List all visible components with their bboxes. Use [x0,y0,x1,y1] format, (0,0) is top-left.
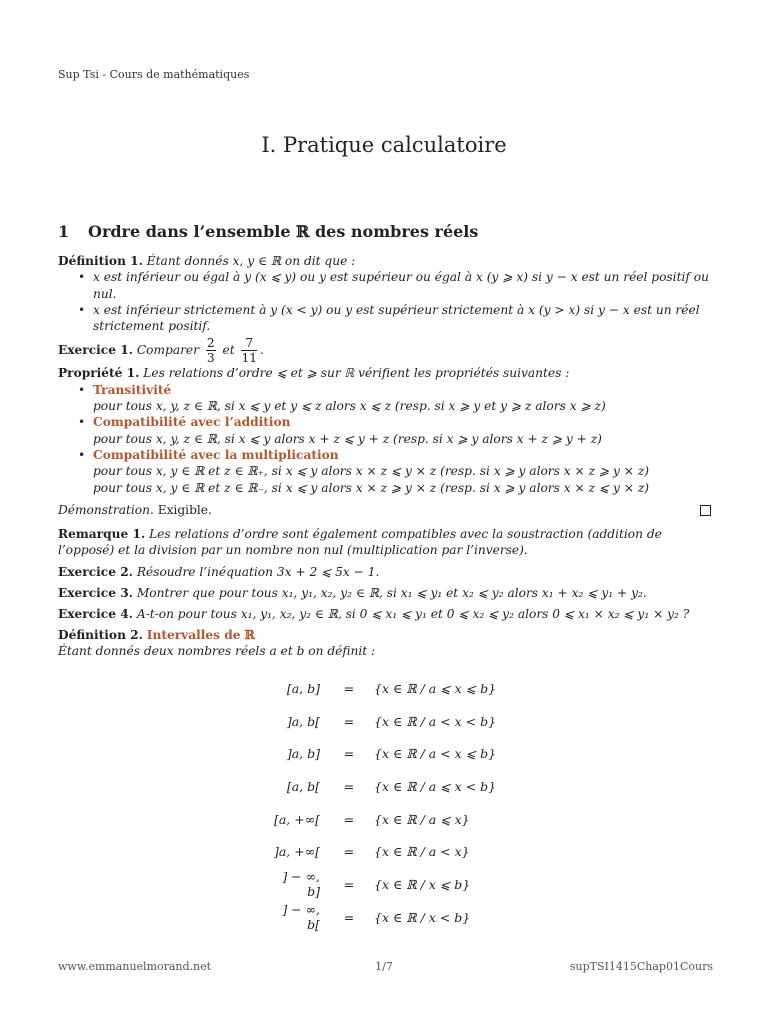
exercise-2: Exercice 2. Résoudre l’inéquation 3x + 2 ⩽ 5x − 1. [58,564,380,579]
page-title: I. Pratique calculatoire [261,133,507,157]
footer-page-number: 1/7 [375,960,393,973]
fraction-2-3: $\frac{2}{3}$ [206,336,215,366]
list-item: • Transitivité pour tous x, y, z ∈ ℝ, si x ⩽ y et y ⩽ z alors x ⩽ z (resp. si x ⩾ y et y ⩾ z alors x ⩾ z) [58,382,716,415]
section-heading [58,222,478,241]
list-item: • x est inférieur ou égal à y (x ⩽ y) ou y est supérieur ou égal à x (y ⩾ x) si y − x est un réel positif ou nul. [58,269,716,302]
table-row: [a, b[ = {x ∈ ℝ / a ⩽ x < b} [286,778,497,794]
exercise-1: Exercice 1. Comparer $\frac{2}{3}$ et $\frac{7}{11}$ . [58,336,264,366]
exercise-4: Exercice 4. A-t-on pour tous x₁, y₁, x₂, y₂ ∈ ℝ, si 0 ⩽ x₁ ⩽ y₁ et 0 ⩽ x₂ ⩽ y₂ alors 0 ⩽ x₁ × x₂ ⩽ y₁ × y₂ ? [58,607,690,622]
footer-document-id: supTSI1415Chap01Cours [569,960,713,973]
definition-2-intro: Étant donnés deux nombres réels a et b on définit : [58,643,376,658]
exercise-3: Exercice 3. Montrer que pour tous x₁, y₁, x₂, y₂ ∈ ℝ, si x₁ ⩽ y₁ et x₂ ⩽ y₂ alors x₁ + x₂ ⩽ y₁ + y₂. [58,586,647,601]
qed-square-icon [700,505,711,516]
list-item: • x est inférieur strictement à y (x < y) ou y est supérieur strictement à x (y > x) si y − x est un réel strictement positif. [58,302,716,335]
list-item: • Compatibilité avec la multiplication pour tous x, y ∈ ℝ et z ∈ ℝ₊, si x ⩽ y alors x × z ⩽ y × z (resp. si x ⩾ y alors x × z ⩾ y × z) pour tous x, y ∈ ℝ et z ∈ ℝ₋, si x ⩽ y alors x × z ⩾ y × z (resp. si x ⩾ y alors x × z ⩽ y × z) [58,447,716,496]
running-header: Sup Tsi - Cours de mathématiques [58,68,250,81]
intervals-table [270,672,496,934]
table-row: ]a, b[ = {x ∈ ℝ / a < x < b} [286,713,497,729]
definition-1: Définition 1. Étant donnés x, y ∈ ℝ on dit que : [58,254,356,268]
list-item: • Compatibilité avec l’addition pour tous x, y, z ∈ ℝ, si x ⩽ y alors x + z ⩽ y + z (resp. si x ⩾ y alors x + z ⩾ y + z) [58,414,716,447]
property-1-list [58,382,716,496]
table-row: ]a, +∞[ = {x ∈ ℝ / a < x} [273,844,470,860]
section-number: 1 [58,222,70,241]
section-title: Ordre dans l’ensemble ℝ des nombres réels [88,222,479,241]
remark-1: Remarque 1. Les relations d’ordre sont également compatibles avec la soustraction (addition de l’opposé) et la division par un nombre non nul (multiplication par l’inverse). [58,527,662,558]
definition-1-list [58,269,716,334]
property-1: Propriété 1. Les relations d’ordre ⩽ et ⩾ sur ℝ vérifient les propriétés suivantes : [58,366,570,381]
definition-2: Définition 2. Intervalles de ℝ [58,627,255,642]
footer-website: www.emmanuelmorand.net [58,960,212,973]
table-row: [a, +∞[ = {x ∈ ℝ / a ⩽ x} [273,811,470,827]
demonstration: Démonstration. Exigible. [58,502,716,518]
page-content [58,253,716,659]
table-row: ] − ∞, b[ = {x ∈ ℝ / x < b} [282,902,471,933]
table-row: [a, b] = {x ∈ ℝ / a ⩽ x ⩽ b} [286,680,497,696]
table-row: ]a, b] = {x ∈ ℝ / a < x ⩽ b} [286,746,497,762]
fraction-7-11: $\frac{7}{11}$ [241,336,257,366]
table-row: ] − ∞, b] = {x ∈ ℝ / x ⩽ b} [282,869,471,900]
